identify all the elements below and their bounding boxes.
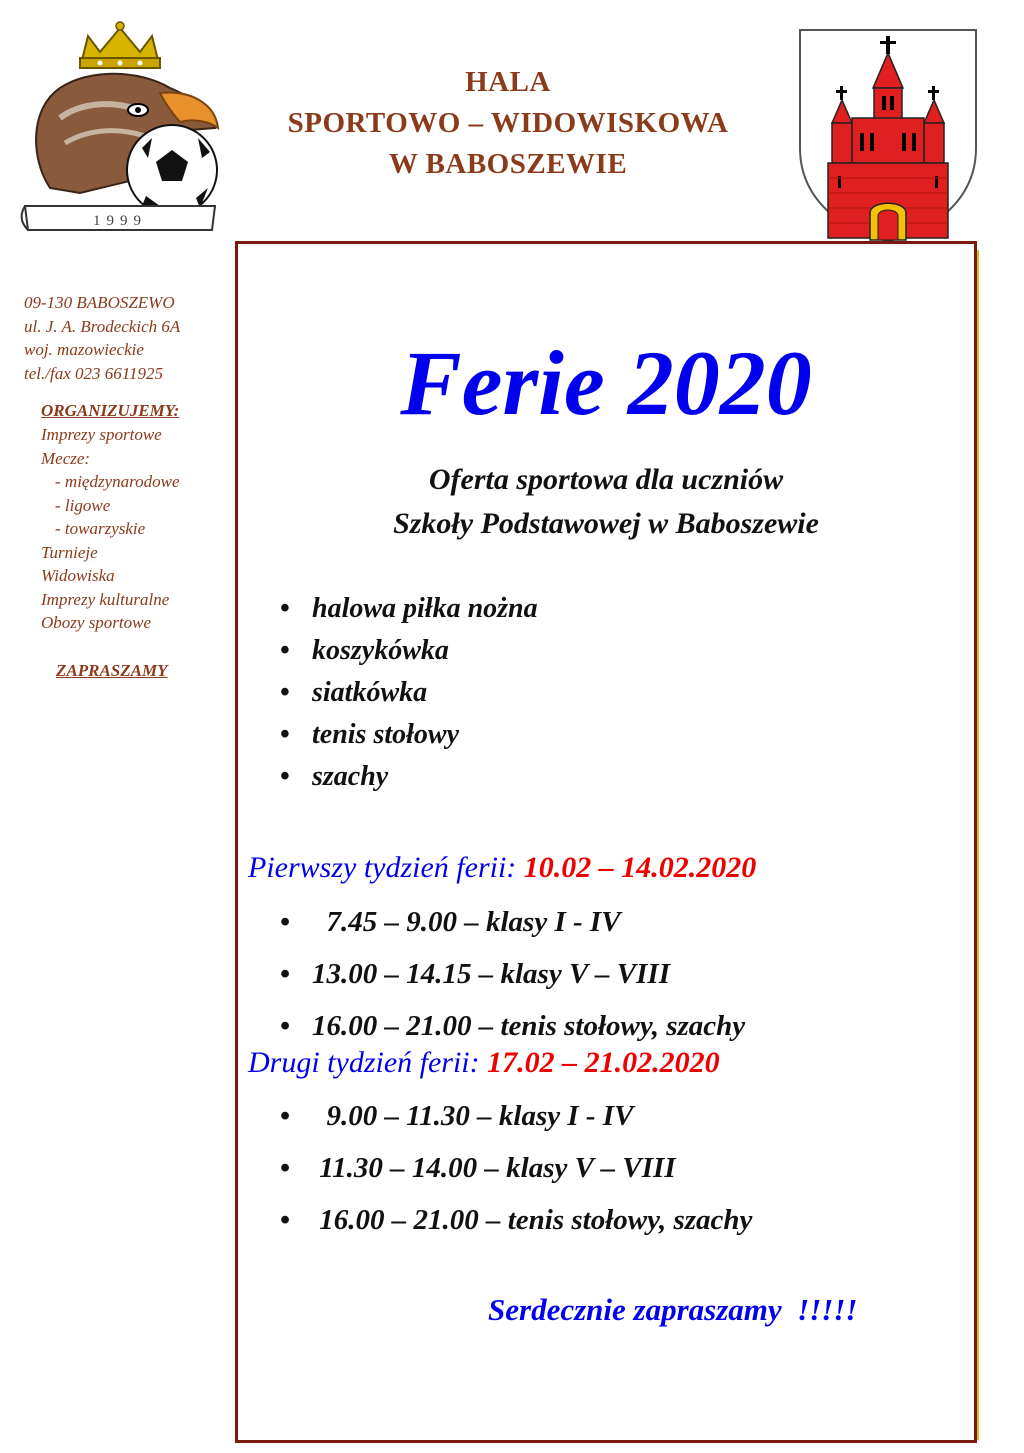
organize-item: Obozy sportowe — [41, 613, 152, 632]
phone-line: tel./fax 023 6611925 — [24, 363, 163, 383]
logo-year: 1999 — [93, 213, 147, 229]
week-label: Pierwszy tydzień ferii: — [248, 851, 517, 884]
organize-item: Mecze: — [41, 448, 91, 468]
list-item: • tenis stołowy — [280, 714, 960, 756]
organize-subitem: - ligowe — [55, 495, 111, 515]
schedule-item: • 16.00 – 21.00 – tenis stołowy, szachy — [280, 1000, 960, 1052]
subtitle-line: Szkoły Podstawowej w Baboszewie — [393, 507, 819, 540]
schedule-item: • 13.00 – 14.15 – klasy V – VIII — [280, 948, 960, 1000]
schedule-item: • 16.00 – 21.00 – tenis stołowy, szachy — [280, 1194, 960, 1246]
organize-item: Imprezy sportowe — [41, 425, 162, 444]
offer-box — [235, 241, 977, 1443]
eagle-football-crest-icon — [20, 18, 220, 248]
organize-item: Widowiska — [41, 566, 115, 585]
organize-heading: ORGANIZUJEMY: — [41, 401, 180, 420]
address-line: 09-130 BABOSZEWO — [24, 293, 175, 312]
week-dates: 10.02 – 14.02.2020 — [523, 851, 757, 884]
closing-text: Serdecznie zapraszamy !!!!! — [488, 1292, 858, 1327]
schedule-item: • 7.45 – 9.00 – klasy I - IV — [280, 896, 960, 948]
title-line: SPORTOWO – WIDOWISKOWA — [287, 107, 729, 139]
page-title — [240, 62, 776, 185]
week1-schedule — [280, 896, 960, 1052]
offer-title: Ferie 2020 — [400, 332, 812, 434]
invite-text: ZAPRASZAMY — [56, 660, 168, 680]
organize-item: Turnieje — [41, 542, 98, 562]
list-item: • siatkówka — [280, 672, 960, 714]
sidebar — [24, 291, 229, 682]
week-label: Drugi tydzień ferii: — [248, 1046, 480, 1079]
week2-heading — [248, 1043, 720, 1083]
organize-list — [41, 423, 229, 635]
week1-heading — [248, 848, 756, 888]
title-line: W BABOSZEWIE — [388, 148, 628, 180]
crown-icon — [80, 22, 160, 68]
address-line: woj. mazowieckie — [24, 340, 144, 359]
schedule-item: • 9.00 – 11.30 – klasy I - IV — [280, 1090, 960, 1142]
week2-schedule — [280, 1090, 960, 1246]
address-block — [24, 291, 229, 385]
organize-subitem: - towarzyskie — [55, 519, 146, 538]
week-dates: 17.02 – 21.02.2020 — [487, 1046, 720, 1079]
address-line: ul. J. A. Brodeckich 6A — [24, 316, 181, 336]
list-item: • koszykówka — [280, 630, 960, 672]
schedule-item: • 11.30 – 14.00 – klasy V – VIII — [280, 1142, 960, 1194]
organize-subitem: - międzynarodowe — [55, 472, 180, 491]
subtitle-line: Oferta sportowa dla uczniów — [428, 463, 784, 496]
title-line: HALA — [465, 66, 551, 98]
sports-list — [280, 588, 960, 798]
church-coat-of-arms-icon — [798, 28, 978, 243]
offer-subtitle — [238, 458, 974, 546]
list-item: • szachy — [280, 756, 960, 798]
list-item: • halowa piłka nożna — [280, 588, 960, 630]
organize-item: Imprezy kulturalne — [41, 589, 170, 609]
